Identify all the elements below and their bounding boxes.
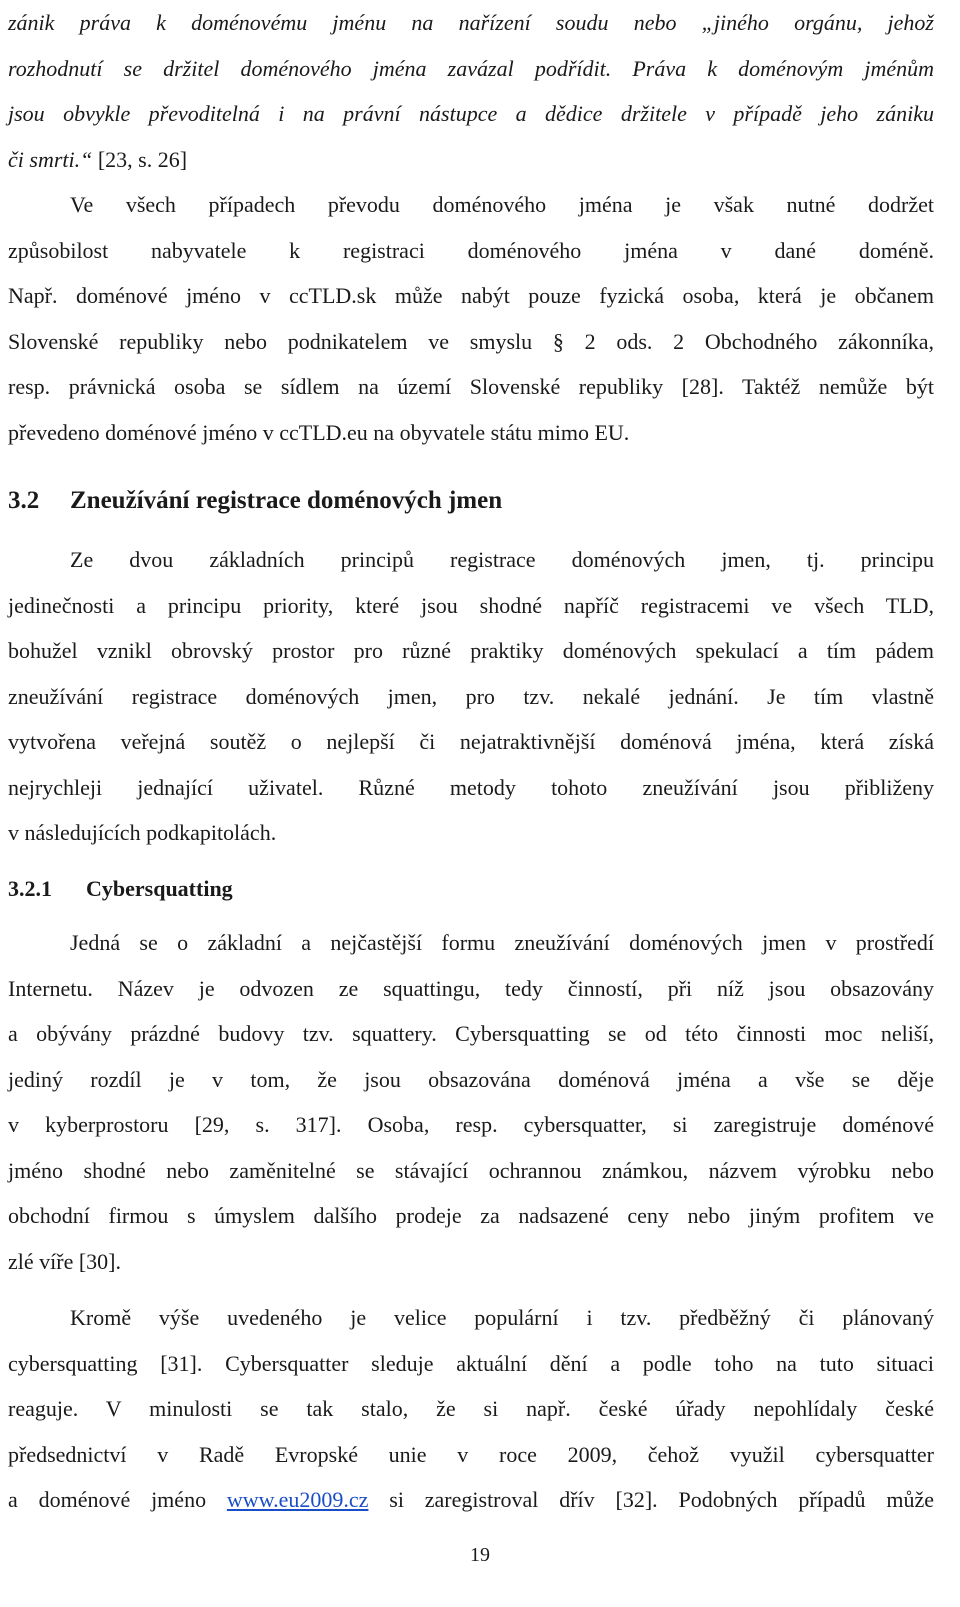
document-page — [8, 0, 934, 1607]
citation: [23, s. 26] — [92, 146, 188, 172]
text-line: cybersquatting [31]. Cybersquatter sleduje aktuální dění a podle toho na tuto situaci — [8, 1350, 934, 1376]
text-line: jsou obvykle převoditelná i na právní nástupce a dědice držitele v případě jeho zániku — [8, 101, 934, 126]
text-line: jméno shodné nebo zaměnitelné se stávající ochrannou známkou, názvem výrobku nebo — [8, 1157, 934, 1183]
text-line: způsobilost nabyvatele k registraci doménového jména v dané doméně. — [8, 237, 934, 263]
text-line: rozhodnutí se držitel doménového jména zavázal podřídit. Práva k doménovým jménům — [8, 55, 934, 81]
subsection-heading-3-2-1 — [8, 866, 934, 911]
paragraph-abuse-intro — [8, 537, 934, 856]
text-line: Kromě výše uvedeného je velice populární i tzv. předběžný či plánovaný — [70, 1305, 934, 1330]
text-line: Např. doménové jméno v ccTLD.sk může nabýt pouze fyzická osoba, která je občanem — [8, 283, 934, 308]
paragraph-preemptive-cybersquatting — [8, 1295, 934, 1523]
text-line: zánik práva k doménovému jménu na nařízení soudu nebo „jiného orgánu, jehož — [8, 10, 934, 35]
quote-end: či smrti.“ — [8, 146, 93, 172]
paragraph-domain-transfer — [8, 182, 934, 455]
text-line: resp. právnická osoba se sídlem na území Slovenské republiky [28]. Taktéž nemůže být — [8, 374, 934, 399]
text-line: zneužívání registrace doménových jmen, pro tzv. nekalé jednání. Je tím vlastně — [8, 683, 934, 709]
page-number: 19 — [470, 1544, 490, 1566]
text-line: převedeno doménové jméno v ccTLD.eu na obyvatele státu mimo EU. — [8, 419, 630, 445]
text-line: v následujících podkapitolách. — [8, 820, 277, 845]
text-line: Slovenské republiky nebo podnikatelem ve smyslu § 2 ods. 2 Obchodného zákonníka, — [8, 328, 934, 354]
text-line: Ze dvou základních principů registrace doménových jmen, tj. principu — [70, 547, 934, 572]
section-heading-3-2 — [8, 478, 934, 523]
paragraph-cybersquatting-definition — [8, 920, 934, 1284]
text-segment: a doménové jméno — [8, 1487, 227, 1512]
text-line — [8, 137, 934, 183]
paragraph-quote-continuation — [8, 0, 934, 182]
subsection-title: Cybersquatting — [86, 876, 233, 901]
text-line: zlé víře [30]. — [8, 1248, 121, 1274]
text-segment: si zaregistroval dřív [32]. Podobných případů může — [368, 1487, 934, 1512]
subsection-number: 3.2.1 — [8, 876, 52, 901]
eu2009-link[interactable]: www.eu2009.cz — [226, 1487, 369, 1512]
text-line: bohužel vznikl obrovský prostor pro různé praktiky doménových spekulací a tím pádem — [8, 638, 934, 663]
text-line: obchodní firmou s úmyslem dalšího prodeje za nadsazené ceny nebo jiným profitem ve — [8, 1203, 934, 1228]
text-line: v kyberprostoru [29, s. 317]. Osoba, resp. cybersquatter, si zaregistruje doménové — [8, 1112, 934, 1137]
section-number: 3.2 — [8, 487, 40, 514]
text-line: Jedná se o základní a nejčastější formu zneužívání doménových jmen v prostředí — [70, 930, 934, 955]
text-line: nejrychleji jednající uživatel. Různé metody tohoto zneužívání jsou přibliženy — [8, 774, 934, 800]
text-line: jediný rozdíl je v tom, že jsou obsazována doménová jména a vše se děje — [8, 1066, 934, 1092]
text-line: vytvořena veřejná soutěž o nejlepší či nejatraktivnější doménová jména, která získá — [8, 729, 934, 754]
section-title: Zneužívání registrace doménových jmen — [70, 487, 503, 514]
text-line: a obývány prázdné budovy tzv. squattery. Cybersquatting se od této činnosti moc neliší, — [8, 1021, 934, 1046]
text-line: Internetu. Název je odvozen ze squattingu, tedy činností, při níž jsou obsazovány — [8, 975, 934, 1001]
text-line: Ve všech případech převodu doménového jména je však nutné dodržet — [70, 192, 934, 217]
text-line — [8, 1477, 934, 1523]
text-line: předsednictví v Radě Evropské unie v roce 2009, čehož využil cybersquatter — [8, 1441, 934, 1467]
text-line: reaguje. V minulosti se tak stalo, že si např. české úřady nepohlídaly české — [8, 1396, 934, 1421]
text-line: jedinečnosti a principu priority, které jsou shodné napříč registracemi ve všech TLD, — [8, 592, 934, 618]
